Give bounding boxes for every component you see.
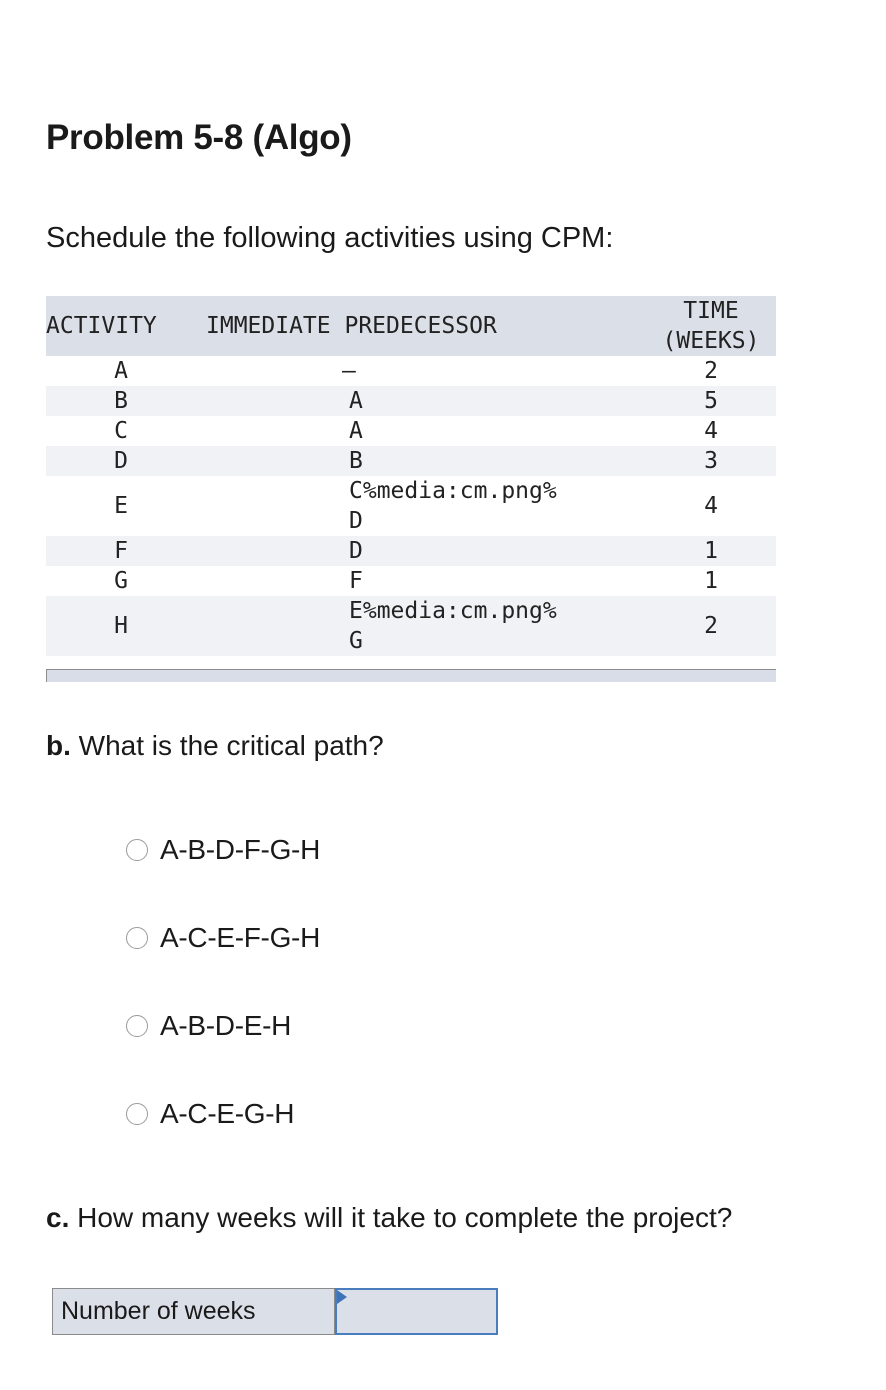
radio-button[interactable]: [126, 839, 148, 861]
option-label: A-B-D-F-G-H: [160, 834, 320, 865]
cell-activity: G: [114, 568, 128, 594]
question-c-text: How many weeks will it take to complete the project?: [69, 1202, 733, 1233]
option-label: A-C-E-G-H: [160, 1098, 295, 1129]
table-row: [46, 596, 776, 656]
cell-predecessor: [206, 356, 646, 386]
table-row: [46, 386, 776, 416]
cell-activity: C: [114, 418, 128, 444]
header-activity: ACTIVITY: [46, 296, 206, 356]
cell-time: 3: [646, 446, 776, 476]
question-b: [46, 730, 384, 762]
cell-predecessor: [206, 476, 646, 536]
predecessor-value: A: [349, 388, 363, 414]
header-time: [646, 296, 776, 356]
option-label: A-C-E-F-G-H: [160, 922, 320, 953]
predecessor-value: D: [349, 538, 363, 564]
cell-predecessor: [206, 446, 646, 476]
cell-time: 2: [704, 358, 718, 384]
cell-predecessor: [206, 416, 646, 446]
option-4[interactable]: [126, 1098, 294, 1130]
table-row: [46, 416, 776, 446]
cell-activity: E: [114, 493, 128, 519]
cell-activity: A: [114, 358, 128, 384]
predecessor-value: G: [349, 628, 363, 654]
header-time-line1: TIME: [683, 298, 739, 324]
question-b-text: What is the critical path?: [70, 730, 384, 761]
cell-predecessor: [206, 566, 646, 596]
predecessor-value: A: [349, 418, 363, 444]
predecessor-value: B: [349, 448, 363, 474]
cell-time: 1: [704, 568, 718, 594]
option-1[interactable]: [126, 834, 320, 866]
cell-time: 5: [646, 386, 776, 416]
option-label: A-B-D-E-H: [160, 1010, 292, 1041]
header-time-line2: (WEEKS): [662, 328, 760, 354]
cell-time: 4: [704, 418, 718, 444]
option-3[interactable]: [126, 1010, 291, 1042]
question-b-prefix: b.: [46, 730, 71, 761]
weeks-input[interactable]: [335, 1288, 498, 1335]
cell-time: 4: [704, 493, 718, 519]
radio-button[interactable]: [126, 927, 148, 949]
table-row: [46, 446, 776, 476]
table-row: [46, 566, 776, 596]
weeks-answer-group: [52, 1288, 498, 1335]
cell-activity: D: [46, 446, 206, 476]
predecessor-value: F: [349, 568, 363, 594]
table-header-row: [46, 296, 776, 356]
table-row: [46, 476, 776, 536]
table-row: [46, 536, 776, 566]
cell-time: 1: [646, 536, 776, 566]
table-footer-bar: [46, 669, 776, 682]
activities-table: [46, 296, 776, 656]
radio-button[interactable]: [126, 1103, 148, 1125]
question-c-prefix: c.: [46, 1202, 70, 1233]
cell-predecessor: [206, 536, 646, 566]
weeks-label: Number of weeks: [52, 1288, 335, 1335]
page-title: Problem 5-8 (Algo): [46, 118, 352, 157]
cell-predecessor: [206, 596, 646, 656]
predecessor-value: D: [349, 508, 363, 534]
predecessor-value: –: [342, 358, 356, 384]
cell-activity: B: [46, 386, 206, 416]
option-2[interactable]: [126, 922, 320, 954]
cell-predecessor: [206, 386, 646, 416]
cell-time: 2: [646, 596, 776, 656]
table-row: [46, 356, 776, 386]
predecessor-value: C%media:cm.png%: [349, 478, 557, 504]
predecessor-value: E%media:cm.png%: [349, 598, 557, 624]
intro-text: Schedule the following activities using CPM:: [46, 222, 614, 254]
header-predecessor: IMMEDIATE PREDECESSOR: [206, 296, 646, 356]
weeks-input-wrapper: [335, 1288, 498, 1335]
cell-activity: F: [46, 536, 206, 566]
question-c: [46, 1202, 732, 1234]
cell-activity: H: [46, 596, 206, 656]
radio-button[interactable]: [126, 1015, 148, 1037]
